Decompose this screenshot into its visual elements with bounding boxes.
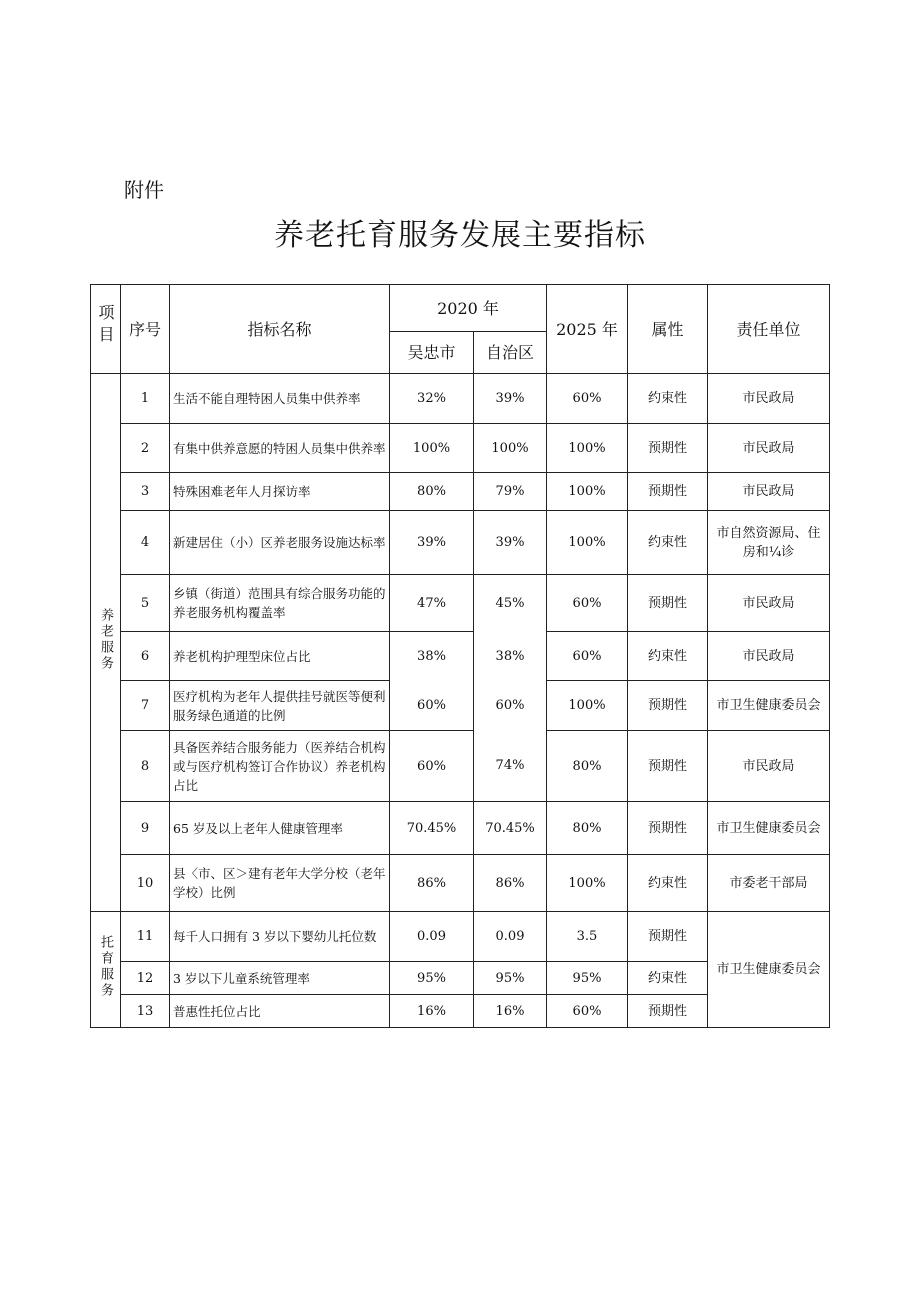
row-region: 95%	[474, 962, 547, 995]
row-name: 生活不能自理特困人员集中供养率	[170, 374, 390, 424]
row-no: 10	[121, 855, 170, 912]
col-header-2025: 2025 年	[547, 285, 628, 374]
col-header-region: 自治区	[474, 332, 547, 374]
row-unit: 市民政局	[708, 632, 830, 681]
row-region: 39%	[474, 511, 547, 575]
row-2025: 100%	[547, 511, 628, 575]
table-row	[91, 731, 830, 802]
row-region: 60%	[474, 681, 547, 731]
table-row	[91, 473, 830, 511]
row-2025: 100%	[547, 473, 628, 511]
table-row	[91, 681, 830, 731]
row-attribute: 约束性	[628, 632, 708, 681]
row-attribute: 约束性	[628, 962, 708, 995]
row-name: 乡镇（街道）范围具有综合服务功能的养老服务机构覆盖率	[170, 575, 390, 632]
row-attribute: 预期性	[628, 424, 708, 473]
row-wuzhong: 60%	[390, 731, 474, 802]
row-attribute: 约束性	[628, 855, 708, 912]
row-attribute: 预期性	[628, 473, 708, 511]
category-elder: 养老服务	[91, 374, 121, 912]
table-row	[91, 424, 830, 473]
row-region: 45%	[474, 575, 547, 632]
col-header-unit: 责任单位	[708, 285, 830, 374]
row-unit: 市卫生健康委员会	[708, 802, 830, 855]
row-region: 38%	[474, 632, 547, 681]
row-wuzhong: 86%	[390, 855, 474, 912]
row-region: 79%	[474, 473, 547, 511]
child-unit: 市卫生健康委员会	[708, 912, 830, 1028]
row-unit: 市自然资源局、住房和¼诊	[708, 511, 830, 575]
row-2025: 80%	[547, 802, 628, 855]
row-attribute: 约束性	[628, 511, 708, 575]
row-unit: 市民政局	[708, 374, 830, 424]
row-name: 特殊困难老年人月探访率	[170, 473, 390, 511]
row-no: 6	[121, 632, 170, 681]
row-2025: 60%	[547, 632, 628, 681]
category-child: 托育服务	[91, 912, 121, 1028]
row-2025: 95%	[547, 962, 628, 995]
table-row	[91, 855, 830, 912]
table-row	[91, 912, 830, 962]
attachment-label: 附件	[124, 178, 164, 202]
row-attribute: 预期性	[628, 681, 708, 731]
row-no: 13	[121, 995, 170, 1028]
row-name: 3 岁以下儿童系统管理率	[170, 962, 390, 995]
row-name: 有集中供养意愿的特困人员集中供养率	[170, 424, 390, 473]
col-header-category: 项目	[91, 285, 121, 374]
col-header-wuzhong: 吴忠市	[390, 332, 474, 374]
row-wuzhong: 47%	[390, 575, 474, 632]
row-region: 74%	[474, 731, 547, 802]
row-name: 每千人口拥有 3 岁以下婴幼儿托位数	[170, 912, 390, 962]
row-no: 7	[121, 681, 170, 731]
col-header-index: 序号	[121, 285, 170, 374]
row-name: 普惠性托位占比	[170, 995, 390, 1028]
row-name: 65 岁及以上老年人健康管理率	[170, 802, 390, 855]
row-unit: 市委老干部局	[708, 855, 830, 912]
row-wuzhong: 70.45%	[390, 802, 474, 855]
row-no: 3	[121, 473, 170, 511]
row-wuzhong: 32%	[390, 374, 474, 424]
row-no: 11	[121, 912, 170, 962]
row-unit: 市民政局	[708, 473, 830, 511]
row-name: 县〈市、区＞建有老年大学分校（老年学校）比例	[170, 855, 390, 912]
row-wuzhong: 100%	[390, 424, 474, 473]
row-2025: 80%	[547, 731, 628, 802]
row-2025: 3.5	[547, 912, 628, 962]
row-wuzhong: 38%	[390, 632, 474, 681]
row-wuzhong: 16%	[390, 995, 474, 1028]
row-unit: 市民政局	[708, 575, 830, 632]
row-wuzhong: 95%	[390, 962, 474, 995]
row-name: 养老机构护理型床位占比	[170, 632, 390, 681]
row-region: 70.45%	[474, 802, 547, 855]
row-region: 86%	[474, 855, 547, 912]
row-region: 39%	[474, 374, 547, 424]
row-attribute: 预期性	[628, 995, 708, 1028]
row-attribute: 预期性	[628, 731, 708, 802]
row-no: 8	[121, 731, 170, 802]
row-2025: 100%	[547, 681, 628, 731]
row-2025: 60%	[547, 575, 628, 632]
row-2025: 100%	[547, 855, 628, 912]
row-no: 2	[121, 424, 170, 473]
table-row	[91, 632, 830, 681]
row-wuzhong: 39%	[390, 511, 474, 575]
row-no: 4	[121, 511, 170, 575]
row-no: 9	[121, 802, 170, 855]
row-no: 5	[121, 575, 170, 632]
row-2025: 60%	[547, 995, 628, 1028]
row-name: 新建居住（小）区养老服务设施达标率	[170, 511, 390, 575]
row-region: 100%	[474, 424, 547, 473]
row-2025: 100%	[547, 424, 628, 473]
row-wuzhong: 60%	[390, 681, 474, 731]
row-unit: 市民政局	[708, 424, 830, 473]
row-attribute: 预期性	[628, 802, 708, 855]
table-row	[91, 374, 830, 424]
table-row	[91, 802, 830, 855]
row-unit: 市卫生健康委员会	[708, 681, 830, 731]
col-header-name: 指标名称	[170, 285, 390, 374]
row-attribute: 约束性	[628, 374, 708, 424]
row-no: 1	[121, 374, 170, 424]
col-header-attribute: 属性	[628, 285, 708, 374]
table-row	[91, 575, 830, 632]
row-wuzhong: 80%	[390, 473, 474, 511]
row-attribute: 预期性	[628, 912, 708, 962]
row-region: 0.09	[474, 912, 547, 962]
row-2025: 60%	[547, 374, 628, 424]
col-header-2020: 2020 年	[390, 285, 547, 332]
row-name: 具备医养结合服务能力（医养结合机构或与医疗机构签订合作协议）养老机构占比	[170, 731, 390, 802]
row-no: 12	[121, 962, 170, 995]
row-name: 医疗机构为老年人提供挂号就医等便利服务绿色通道的比例	[170, 681, 390, 731]
table-row	[91, 511, 830, 575]
row-region: 16%	[474, 995, 547, 1028]
row-unit: 市民政局	[708, 731, 830, 802]
page-title: 养老托育服务发展主要指标	[274, 218, 646, 253]
indicator-table	[90, 284, 830, 1028]
row-wuzhong: 0.09	[390, 912, 474, 962]
row-attribute: 预期性	[628, 575, 708, 632]
